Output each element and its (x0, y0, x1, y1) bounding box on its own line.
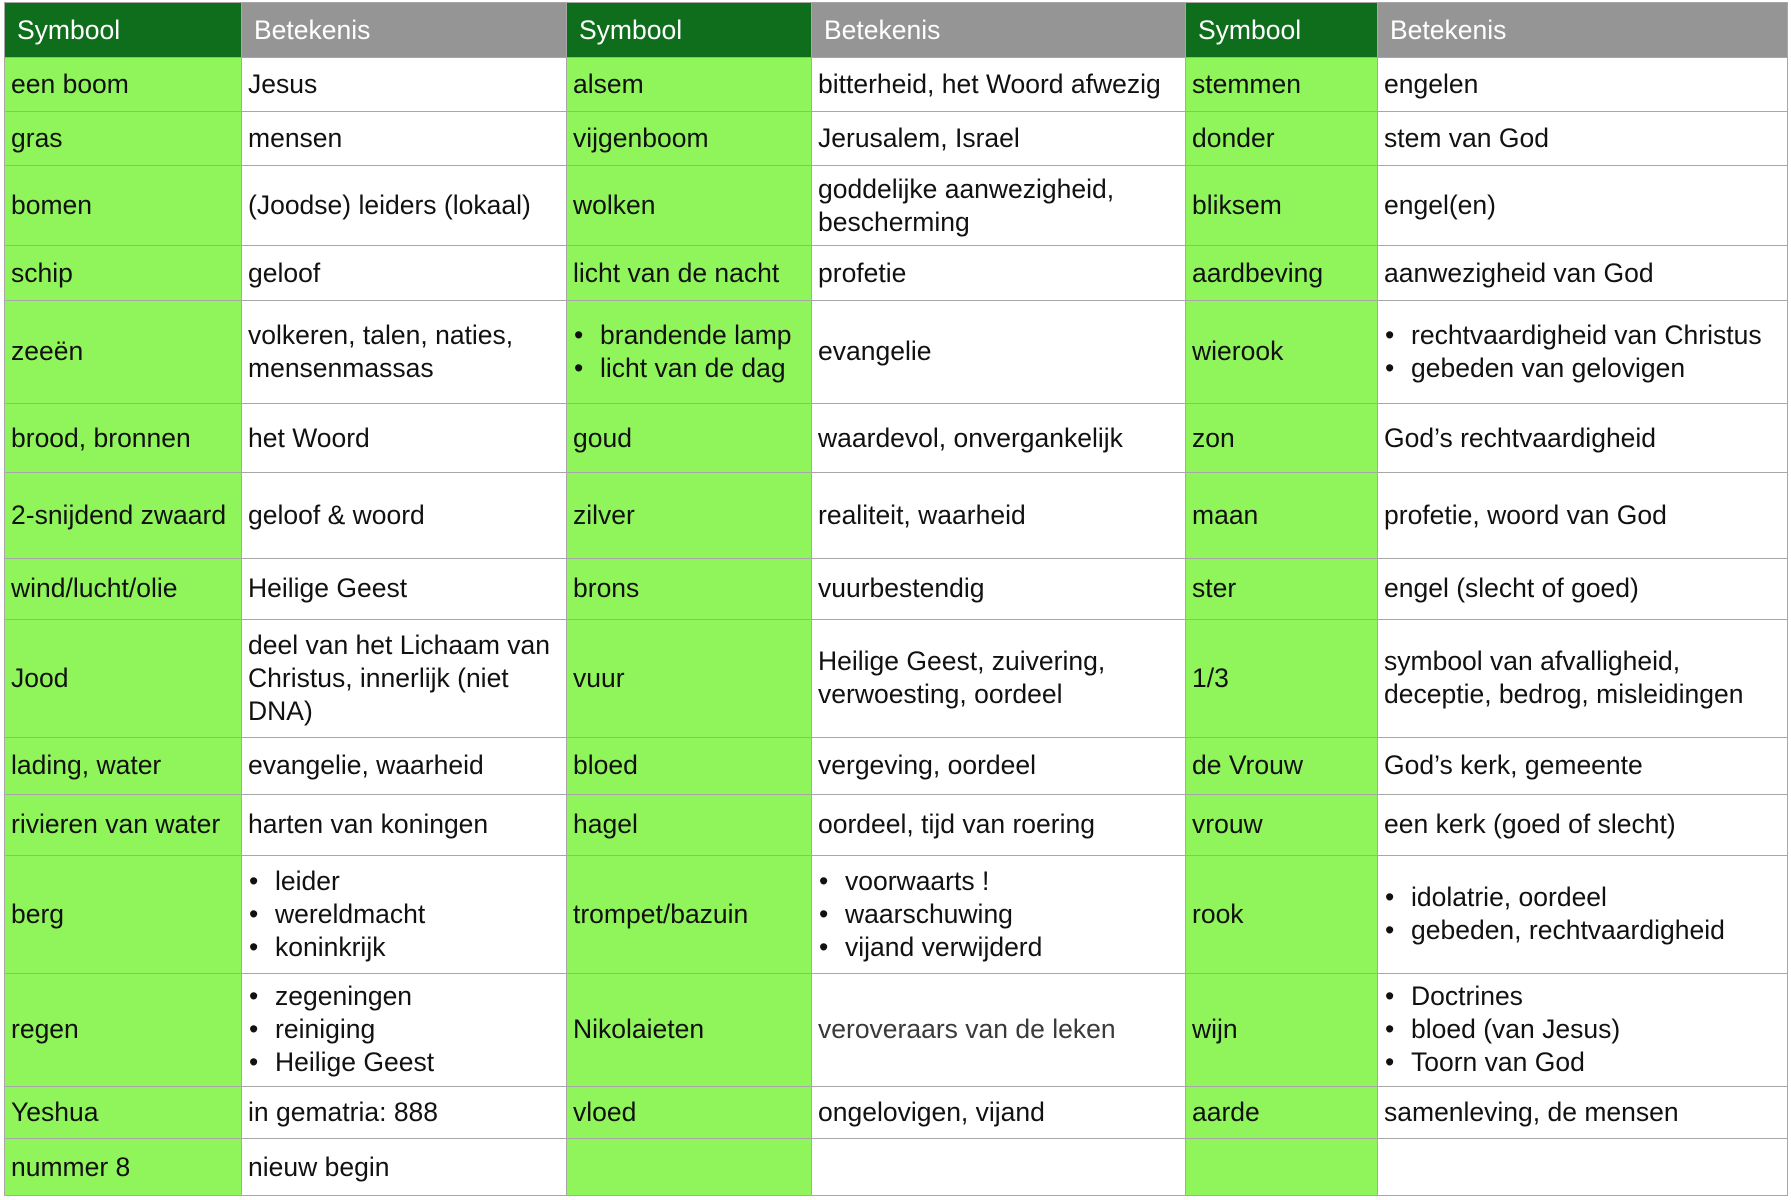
meaning-bullet-list (818, 865, 1179, 964)
meaning-cell: profetie, woord van God (1378, 473, 1788, 559)
meaning-cell: geloof (242, 246, 567, 300)
symbol-cell: alsem (567, 58, 812, 112)
symbol-cell: bliksem (1186, 165, 1378, 246)
symbol-cell: zon (1186, 404, 1378, 473)
table-row (5, 112, 1788, 165)
bullet-item: • gebeden, rechtvaardigheid (1384, 914, 1781, 947)
table-row (5, 1139, 1788, 1196)
symbol-cell (1186, 1139, 1378, 1196)
meaning-cell: aanwezigheid van God (1378, 246, 1788, 300)
meaning-cell: Jerusalem, Israel (812, 112, 1186, 165)
symbol-cell: nummer 8 (5, 1139, 242, 1196)
meaning-cell: profetie (812, 246, 1186, 300)
symbol-cell: brood, bronnen (5, 404, 242, 473)
meaning-cell: engel (slecht of goed) (1378, 559, 1788, 619)
symbol-cell: licht van de nacht (567, 246, 812, 300)
symbol-cell: donder (1186, 112, 1378, 165)
bullet-item: • gebeden van gelovigen (1384, 352, 1781, 385)
meaning-bullet-list (1384, 881, 1781, 947)
meaning-cell: een kerk (goed of slecht) (1378, 795, 1788, 855)
bullet-item: • vijand verwijderd (818, 931, 1179, 964)
symbol-cell: de Vrouw (1186, 737, 1378, 795)
symbol-cell: vloed (567, 1086, 812, 1138)
table-body (5, 58, 1788, 1196)
bullet-item: • waarschuwing (818, 898, 1179, 931)
meaning-cell (1378, 855, 1788, 973)
symbol-cell: een boom (5, 58, 242, 112)
meaning-cell (1378, 300, 1788, 403)
meaning-cell: mensen (242, 112, 567, 165)
header-meaning-1: Betekenis (242, 3, 567, 58)
symbol-cell: brons (567, 559, 812, 619)
symbol-cell: zilver (567, 473, 812, 559)
header-symbol-3: Symbool (1186, 3, 1378, 58)
meaning-cell: God’s rechtvaardigheid (1378, 404, 1788, 473)
meaning-bullet-list (248, 865, 560, 964)
meaning-cell: goddelijke aanwezigheid, bescherming (812, 165, 1186, 246)
meaning-cell: Heilige Geest (242, 559, 567, 619)
meaning-cell: in gematria: 888 (242, 1086, 567, 1138)
bullet-item: • brandende lamp (573, 319, 805, 352)
symbol-cell: bomen (5, 165, 242, 246)
symbol-cell: schip (5, 246, 242, 300)
symbol-bullet-list (573, 319, 805, 385)
symbol-cell: lading, water (5, 737, 242, 795)
meaning-cell (1378, 973, 1788, 1086)
table-row (5, 165, 1788, 246)
bullet-item: • koninkrijk (248, 931, 560, 964)
meaning-cell: bitterheid, het Woord afwezig (812, 58, 1186, 112)
bullet-item: • reiniging (248, 1013, 560, 1046)
symbol-cell: stemmen (1186, 58, 1378, 112)
symbol-cell: vrouw (1186, 795, 1378, 855)
symbol-cell: wind/lucht/olie (5, 559, 242, 619)
symbol-cell: vuur (567, 619, 812, 737)
symbol-meaning-sheet (4, 2, 1787, 1196)
symbol-cell: vijgenboom (567, 112, 812, 165)
bullet-item: • Toorn van God (1384, 1046, 1781, 1079)
meaning-cell: veroveraars van de leken (812, 973, 1186, 1086)
symbol-cell: 1/3 (1186, 619, 1378, 737)
meaning-cell: God’s kerk, gemeente (1378, 737, 1788, 795)
symbol-cell: ster (1186, 559, 1378, 619)
meaning-cell: engelen (1378, 58, 1788, 112)
meaning-cell: Jesus (242, 58, 567, 112)
meaning-cell: volkeren, talen, naties, mensenmassas (242, 300, 567, 403)
symbol-cell: aardbeving (1186, 246, 1378, 300)
meaning-cell: Heilige Geest, zuivering, verwoesting, oordeel (812, 619, 1186, 737)
header-meaning-2: Betekenis (812, 3, 1186, 58)
meaning-cell: harten van koningen (242, 795, 567, 855)
meaning-cell: oordeel, tijd van roering (812, 795, 1186, 855)
symbol-cell: 2-snijdend zwaard (5, 473, 242, 559)
meaning-cell: het Woord (242, 404, 567, 473)
meaning-cell (242, 855, 567, 973)
table-row (5, 973, 1788, 1086)
symbol-cell: regen (5, 973, 242, 1086)
symbol-cell: hagel (567, 795, 812, 855)
symbol-cell: bloed (567, 737, 812, 795)
symbol-cell: rivieren van water (5, 795, 242, 855)
symbol-cell: Jood (5, 619, 242, 737)
table-row (5, 737, 1788, 795)
meaning-cell: evangelie, waarheid (242, 737, 567, 795)
meaning-cell (812, 855, 1186, 973)
symbol-cell: trompet/bazuin (567, 855, 812, 973)
bullet-item: • zegeningen (248, 980, 560, 1013)
symbol-cell: wolken (567, 165, 812, 246)
symbol-cell (567, 300, 812, 403)
meaning-cell: (Joodse) leiders (lokaal) (242, 165, 567, 246)
table-row (5, 300, 1788, 403)
header-row (5, 3, 1788, 58)
meaning-cell: waardevol, onvergankelijk (812, 404, 1186, 473)
symbol-cell: zeeën (5, 300, 242, 403)
table-row (5, 246, 1788, 300)
bullet-item: • Doctrines (1384, 980, 1781, 1013)
symbol-table (4, 2, 1788, 1196)
symbol-cell: goud (567, 404, 812, 473)
symbol-cell: berg (5, 855, 242, 973)
header-meaning-3: Betekenis (1378, 3, 1788, 58)
meaning-cell: realiteit, waarheid (812, 473, 1186, 559)
header-symbol-1: Symbool (5, 3, 242, 58)
meaning-cell (812, 1139, 1186, 1196)
meaning-bullet-list (248, 980, 560, 1079)
meaning-cell: engel(en) (1378, 165, 1788, 246)
table-row (5, 795, 1788, 855)
meaning-cell: symbool van afvalligheid, deceptie, bedrog, misleidingen (1378, 619, 1788, 737)
symbol-cell: Nikolaieten (567, 973, 812, 1086)
meaning-cell: evangelie (812, 300, 1186, 403)
symbol-cell: maan (1186, 473, 1378, 559)
meaning-cell: vuurbestendig (812, 559, 1186, 619)
bullet-item: • leider (248, 865, 560, 898)
bullet-item: • rechtvaardigheid van Christus (1384, 319, 1781, 352)
symbol-cell: aarde (1186, 1086, 1378, 1138)
table-row (5, 404, 1788, 473)
meaning-cell: geloof & woord (242, 473, 567, 559)
header-symbol-2: Symbool (567, 3, 812, 58)
meaning-cell: nieuw begin (242, 1139, 567, 1196)
symbol-cell: gras (5, 112, 242, 165)
meaning-bullet-list (1384, 319, 1781, 385)
table-row (5, 619, 1788, 737)
table-row (5, 559, 1788, 619)
meaning-cell: ongelovigen, vijand (812, 1086, 1186, 1138)
meaning-cell (1378, 1139, 1788, 1196)
meaning-cell: vergeving, oordeel (812, 737, 1186, 795)
table-row (5, 1086, 1788, 1138)
symbol-cell: rook (1186, 855, 1378, 973)
table-row (5, 58, 1788, 112)
meaning-bullet-list (1384, 980, 1781, 1079)
symbol-cell: wierook (1186, 300, 1378, 403)
bullet-item: • idolatrie, oordeel (1384, 881, 1781, 914)
symbol-cell: wijn (1186, 973, 1378, 1086)
meaning-cell (242, 973, 567, 1086)
symbol-cell (567, 1139, 812, 1196)
bullet-item: • bloed (van Jesus) (1384, 1013, 1781, 1046)
symbol-cell: Yeshua (5, 1086, 242, 1138)
meaning-cell: samenleving, de mensen (1378, 1086, 1788, 1138)
table-row (5, 855, 1788, 973)
bullet-item: • voorwaarts ! (818, 865, 1179, 898)
bullet-item: • Heilige Geest (248, 1046, 560, 1079)
table-row (5, 473, 1788, 559)
meaning-cell: stem van God (1378, 112, 1788, 165)
bullet-item: • licht van de dag (573, 352, 805, 385)
meaning-cell: deel van het Lichaam van Christus, innerlijk (niet DNA) (242, 619, 567, 737)
bullet-item: • wereldmacht (248, 898, 560, 931)
